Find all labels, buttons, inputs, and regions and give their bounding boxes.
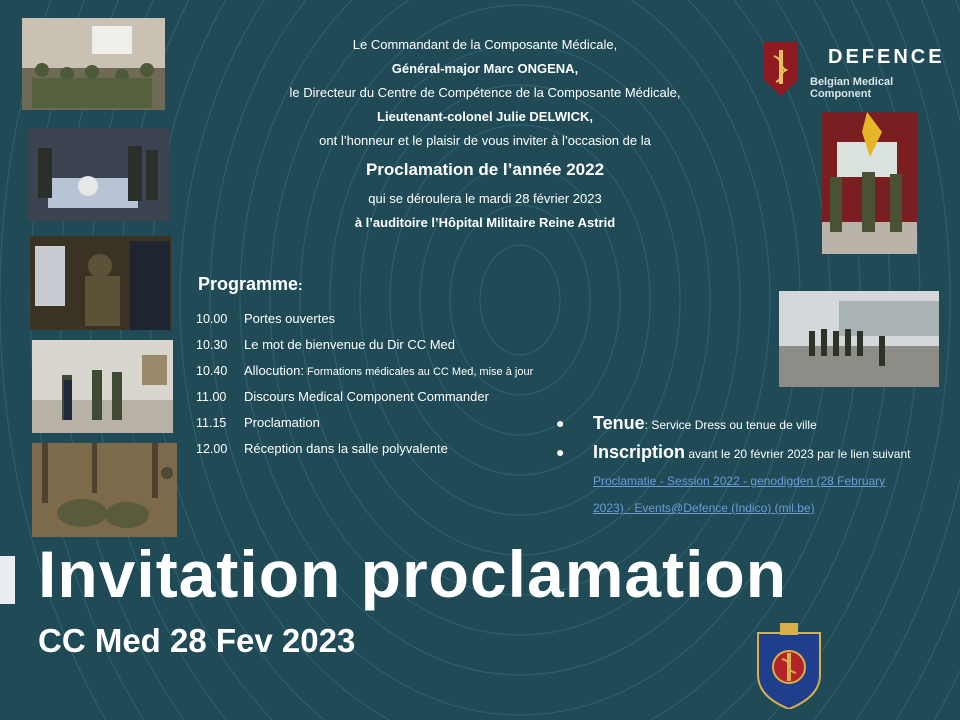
tenue-text: : Service Dress ou tenue de ville [644,418,817,432]
programme-item [196,412,596,438]
programme-time: 12.00 [196,442,228,456]
programme-text: Discours Medical Component Commander [244,389,489,404]
inscription-info [556,439,916,522]
programme-item [196,386,596,412]
programme-item [196,438,596,464]
event-title: Proclamation de l’année 2022 [365,160,605,179]
bullet-icon: ● [556,444,565,460]
event-date: qui se déroulera le mardi 28 février 2023 [368,191,602,206]
tenue-heading: Tenue [593,413,645,433]
programme-item [196,334,596,360]
training-photo [30,236,171,330]
medical-component-shield-icon [764,42,798,96]
programme-time: 10.00 [196,312,228,326]
hallway-photo [32,340,173,433]
intro-commander-role: Le Commandant de la Composante Médicale, [352,37,618,52]
logo-title: DEFENCE [828,46,945,68]
parade-photo [779,291,939,387]
programme-text: Portes ouvertes [244,311,336,326]
programme-heading [198,274,303,295]
programme-time: 11.15 [196,416,227,430]
programme-title: Programme [198,274,299,294]
bullet-icon: ● [556,415,565,431]
defence-logo [764,42,944,98]
intro-director-name: Lieutenant-colonel Julie DELWICK, [377,109,593,124]
programme-text: Proclamation [244,415,320,430]
unit-crest-icon [756,623,822,709]
intro-commander-name: Général-major Marc ONGENA, [391,61,579,76]
programme-item [196,360,596,386]
sub-title: CC Med 28 Fev 2023 [38,622,356,659]
programme-text-allocution [244,360,533,383]
allocution-detail: Formations médicales au CC Med, mise à jour [303,366,534,378]
simulation-photo [28,128,169,221]
practical-info [556,410,916,522]
inscription-heading: Inscription [593,442,686,462]
main-title: Invitation proclamation [38,537,788,611]
programme-time: 10.40 [196,364,228,378]
programme-item [196,308,596,334]
flag-bearers-photo [822,112,917,254]
programme-time: 10.30 [196,338,228,352]
registration-link[interactable]: Proclamatie - Session 2022 - genodigden (28 February 2023) · Events@Defence (Indico) (mil.be) [593,474,886,515]
intro-director-role: le Directeur du Centre de Compétence de la Composante Médicale, [289,85,681,100]
title-accent-bar [0,556,15,604]
logo-subtitle: Belgian Medical Component [810,76,894,100]
event-location: à l’auditoire l’Hôpital Militaire Reine Astrid [354,215,616,230]
programme-text: Le mot de bienvenue du Dir CC Med [244,337,456,352]
invitation-intro [220,33,750,235]
field-exercise-photo [32,443,177,537]
inscription-text: avant le 20 février 2023 par le lien suivant [685,447,911,461]
programme-time: 11.00 [196,390,227,404]
programme-colon: : [298,277,303,293]
programme-text: Réception dans la salle polyvalente [244,441,448,456]
tenue-info [556,410,916,439]
programme-list [196,308,596,464]
allocution-label: Allocution: [244,363,304,378]
classroom-photo [22,18,165,110]
intro-invite-text: ont l’honneur et le plaisir de vous inviter à l’occasion de la [319,133,651,148]
